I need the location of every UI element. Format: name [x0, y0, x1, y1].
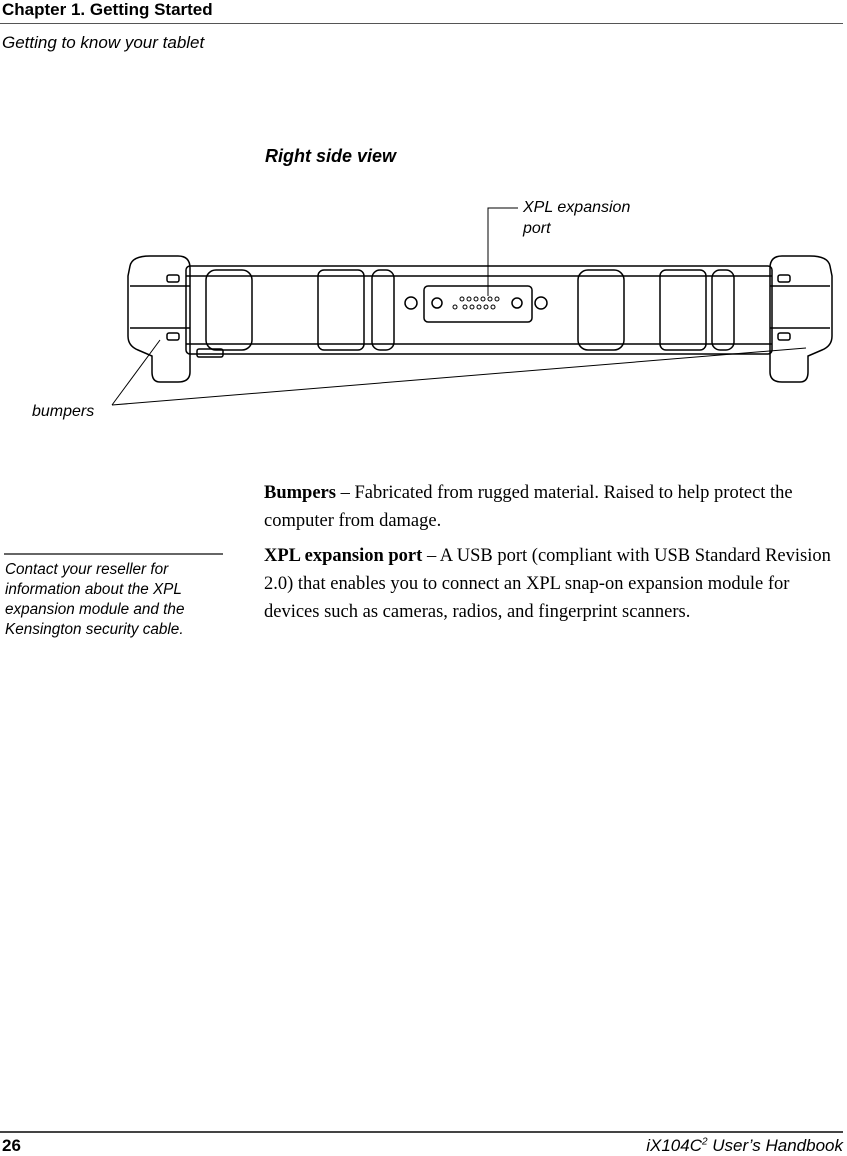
figure-title: Right side view: [265, 146, 397, 166]
xpl-port-connector: [405, 286, 547, 322]
tablet-body: [186, 266, 772, 354]
side-pad: [578, 270, 624, 350]
footer-rule: [0, 1131, 843, 1133]
tablet-right-side-illustration: [0, 190, 847, 410]
bumpers-description: [264, 479, 844, 535]
bumpers-text: – Fabricated from rugged material. Raised to help protect the computer from damage.: [264, 483, 793, 531]
sidebar-note: Contact your reseller for information about the XPL expansion module and the Kensington security cable.: [5, 561, 185, 638]
xpl-port-description: [264, 542, 846, 626]
side-pad: [660, 270, 706, 350]
bumpers-term: Bumpers: [264, 483, 336, 503]
side-pad: [206, 270, 252, 350]
note-rule: [4, 553, 223, 555]
side-pad: [712, 270, 734, 350]
right-bumper: [770, 256, 832, 382]
xpl-port-leader-line: [488, 208, 518, 296]
header-rule: [0, 23, 843, 24]
xpl-port-text: – A USB port (compliant with USB Standard Revision 2.0) that enables you to connect an XPL snap-on expansion module for devices such as cameras, radios, and fingerprint scanners.: [264, 546, 831, 622]
xpl-port-callout-line2: port: [523, 220, 551, 237]
side-pad: [372, 270, 394, 350]
side-pad: [318, 270, 364, 350]
left-bumper: [128, 256, 190, 382]
book-title: $iX104C^2$ User’s Handbook: [646, 1136, 843, 1155]
xpl-port-term: XPL expansion port: [264, 546, 423, 566]
xpl-port-callout-line1: XPL expansion: [523, 199, 631, 216]
chapter-title: Chapter 1. Getting Started: [2, 0, 213, 19]
page-number: 26: [2, 1136, 21, 1155]
section-title: Getting to know your tablet: [2, 33, 205, 52]
bumpers-callout: bumpers: [32, 403, 95, 420]
